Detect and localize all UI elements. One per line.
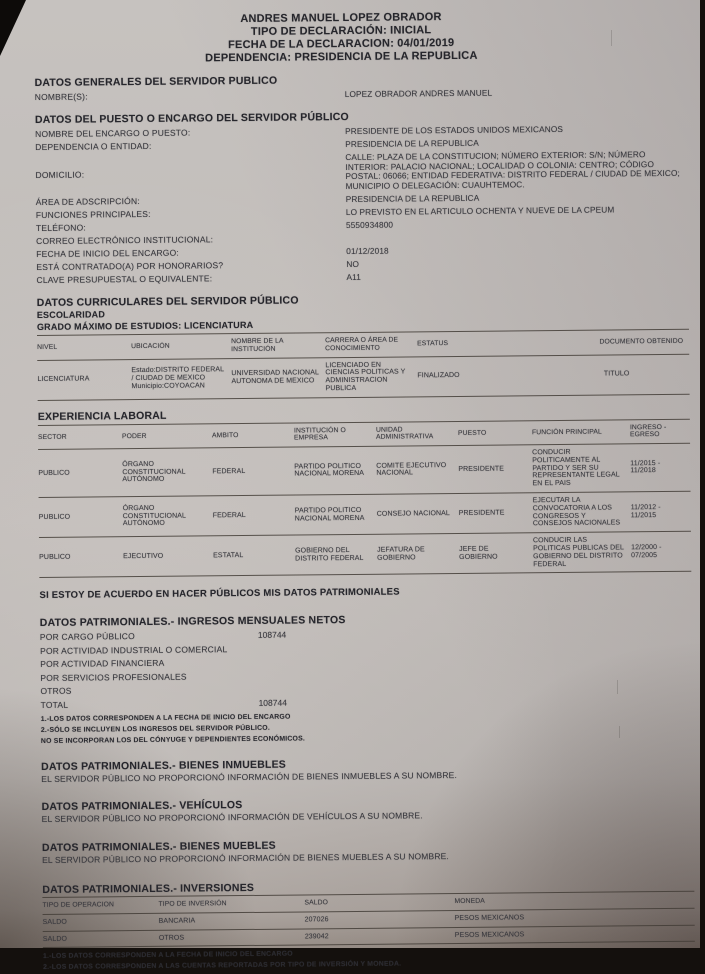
- cell: EJECUTIVO: [123, 552, 164, 560]
- cell: COMITE EJECUTIVO NACIONAL: [376, 461, 447, 478]
- cell: PRESIDENTE: [458, 465, 505, 473]
- field-value: PRESIDENTE DE LOS ESTADOS UNIDOS MEXICANOS: [345, 123, 564, 136]
- cell: PARTIDO POLITICO NACIONAL MORENA: [294, 506, 365, 523]
- paper-crease-mark: [611, 30, 612, 46]
- experiencia-table: [38, 418, 691, 578]
- ingreso-label: POR ACTIVIDAD FINANCIERA: [40, 658, 165, 670]
- cell: ÓRGANO CONSTITUCIONAL AUTÓNOMO: [122, 460, 186, 484]
- cell: JEFE DE GOBIERNO: [459, 545, 498, 561]
- cell: SALDO: [42, 935, 68, 943]
- section-title-experiencia-laboral: EXPERIENCIA LABORAL: [37, 409, 167, 423]
- cell: PRESIDENTE: [458, 509, 505, 517]
- col-header: UNIDAD ADMINISTRATIVA: [375, 426, 434, 442]
- cell: CONDUCIR POLITICAMENTE AL PARTIDO Y SER SU REPRESENTANTE LEGAL EN EL PAIS: [532, 448, 620, 488]
- col-header: TIPO DE INVERSIÓN: [158, 900, 227, 909]
- col-header: CARRERA O ÁREA DE CONOCIMIENTO: [325, 336, 399, 353]
- ingresos-rows: [40, 625, 693, 712]
- field-label: NOMBRE DEL ENCARGO O PUESTO:: [35, 127, 191, 140]
- col-header: INGRESO - EGRESO: [629, 423, 667, 439]
- col-header: PODER: [121, 432, 147, 440]
- section-title-vehiculos: DATOS PATRIMONIALES.- VEHÍCULOS: [41, 799, 243, 814]
- inversiones-notes: [43, 945, 695, 973]
- field-label: DOMICILIO:: [35, 169, 85, 180]
- cell: FEDERAL: [212, 467, 246, 475]
- section-title-ingresos: DATOS PATRIMONIALES.- INGRESOS MENSUALES NETOS: [39, 614, 346, 630]
- cell: ESTATAL: [213, 551, 244, 560]
- field-label: ÁREA DE ADSCRIPCIÓN:: [35, 196, 140, 208]
- footnote: 2.-LOS DATOS CORRESPONDEN A LAS CUENTAS REPORTADAS POR TIPO DE INVERSIÓN Y MONEDA.: [43, 961, 402, 972]
- declaration-dependency: DEPENDENCIA: PRESIDENCIA DE LA REPUBLICA: [205, 49, 478, 65]
- cell: PESOS MEXICANOS: [454, 931, 525, 939]
- field-label: FUNCIONES PRINCIPALES:: [35, 209, 151, 221]
- section-title-datos-puesto: DATOS DEL PUESTO O ENCARGO DEL SERVIDOR PÚBLICO: [34, 110, 349, 127]
- cell: PARTIDO POLITICO NACIONAL MORENA: [294, 462, 365, 478]
- ingreso-value: 108744: [258, 697, 287, 708]
- document-header: [20, 9, 662, 67]
- ingreso-label: OTROS: [40, 685, 72, 697]
- consent-statement: SI ESTOY DE ACUERDO EN HACER PÚBLICOS MIS DATOS PATRIMONIALES: [39, 586, 400, 602]
- cell: 12/2000 - 07/2005: [631, 543, 662, 560]
- field-label: CLAVE PRESUPUESTAL O EQUIVALENTE:: [36, 273, 213, 286]
- cell: EJECUTAR LA CONVOCATORIA A LOS CONGRESOS Y CONSEJOS NACIONALES: [532, 496, 621, 528]
- field-value: 5550934800: [345, 219, 394, 231]
- field-label: FECHA DE INICIO DEL ENCARGO:: [36, 248, 180, 260]
- cell: LICENCIATURA: [37, 375, 90, 384]
- declaration-type: TIPO DE DECLARACIÓN: INICIAL: [250, 24, 432, 38]
- field-value: A11: [346, 271, 361, 283]
- col-header: DOCUMENTO OBTENIDO: [599, 337, 684, 346]
- col-header: FUNCIÓN PRINCIPAL: [531, 428, 602, 436]
- field-label: DEPENDENCIA O ENTIDAD:: [35, 140, 152, 153]
- declaration-date: FECHA DE LA DECLARACION: 04/01/2019: [228, 36, 455, 52]
- col-header: ESTATUS: [417, 340, 449, 348]
- cell: UNIVERSIDAD NACIONAL AUTONOMA DE MEXICO: [231, 369, 319, 386]
- col-header: PUESTO: [457, 429, 487, 437]
- cell: ÓRGANO CONSTITUCIONAL AUTÓNOMO: [122, 504, 186, 528]
- field-value: CALLE: PLAZA DE LA CONSTITUCION; NÚMERO EXTERIOR: S/N; NÚMERO INTERIOR: PALACIO NACIONAL; LOCALIDAD O COLONIA: CENTRO; CÓDIGO POSTAL: 06066; ENTIDAD FEDERATIVA: DISTRITO FEDERAL / CIUDAD DE MEXICO; MUNICIPIO O DELEGACIÓN: CUAUHTEMOC.: [345, 149, 680, 191]
- field-value: [346, 236, 688, 239]
- field-value: PRESIDENCIA DE LA REPUBLICA: [345, 137, 479, 149]
- col-header: UBICACIÓN: [131, 342, 170, 351]
- field-label: ESTÁ CONTRATADO(A) POR HONORARIOS?: [36, 260, 224, 273]
- puesto-fields: [35, 122, 688, 288]
- field-value: NO: [346, 258, 360, 270]
- section-title-inversiones: DATOS PATRIMONIALES.- INVERSIONES: [42, 882, 255, 897]
- cell: SALDO: [42, 918, 67, 926]
- cell: PUBLICO: [38, 469, 70, 477]
- cell: PESOS MEXICANOS: [454, 914, 525, 922]
- cell: PUBLICO: [38, 513, 71, 521]
- paper-crease-mark: [619, 726, 620, 738]
- ingreso-value: 108744: [257, 629, 287, 641]
- field-value: 01/12/2018: [346, 245, 389, 257]
- ingreso-label: POR ACTIVIDAD INDUSTRIAL O COMERCIAL: [39, 643, 228, 656]
- col-header: AMBITO: [211, 431, 239, 439]
- section-title-bienes-inmuebles: DATOS PATRIMONIALES.- BIENES INMUEBLES: [41, 758, 287, 774]
- field-label: CORREO ELECTRÓNICO INSTITUCIONAL:: [36, 234, 214, 247]
- col-header: NIVEL: [37, 343, 58, 352]
- field-row-domicilio: [35, 148, 687, 197]
- subsection-escolaridad: ESCOLARIDAD: [36, 309, 106, 321]
- field-value: PRESIDENCIA DE LA REPUBLICA: [345, 192, 480, 205]
- col-header: SECTOR: [37, 433, 67, 441]
- experiencia-row: [39, 531, 691, 577]
- cell: 239042: [304, 932, 329, 941]
- experiencia-row: [38, 443, 690, 497]
- escolaridad-row: [37, 353, 689, 399]
- section-title-datos-curriculares: DATOS CURRICULARES DEL SERVIDOR PÚBLICO: [36, 294, 299, 310]
- cell: BANCARIA: [158, 917, 196, 925]
- cell: 11/2015 - 11/2018: [630, 459, 661, 475]
- cell: CONSEJO NACIONAL: [376, 509, 450, 518]
- escolaridad-table: [37, 329, 690, 401]
- section-title-bienes-muebles: DATOS PATRIMONIALES.- BIENES MUEBLES: [41, 840, 276, 855]
- col-header: TIPO DE OPERACION: [42, 901, 115, 910]
- ingreso-label: TOTAL: [40, 699, 69, 710]
- cell: OTROS: [158, 934, 185, 942]
- col-header: MONEDA: [454, 898, 485, 906]
- cell: PUBLICO: [39, 553, 71, 561]
- footnote: NO SE INCORPORAN LOS DEL CÓNYUGE Y DEPENDIENTES ECONÓMICOS.: [40, 735, 306, 746]
- cell: 207026: [304, 916, 329, 924]
- ingresos-notes: [41, 708, 693, 747]
- cell: GOBIERNO DEL DISTRITO FEDERAL: [295, 546, 364, 563]
- field-label: TELÉFONO:: [35, 222, 87, 234]
- cell: Estado:DISTRITO FEDERAL / CIUDAD DE MEXICO Municipio:COYOACAN: [131, 366, 224, 391]
- footnote: 1.-LOS DATOS CORRESPONDEN A LA FECHA DE INICIO DEL ENCARGO: [42, 951, 293, 961]
- field-value: LO PREVISTO EN EL ARTICULO OCHENTA Y NUEVE DE LA CPEUM: [345, 204, 615, 218]
- cell: LICENCIADO EN CIENCIAS POLITICAS Y ADMINISTRACION PUBLICA: [325, 361, 406, 393]
- vehiculos-text: EL SERVIDOR PÚBLICO NO PROPORCIONÓ INFORMACIÓN DE VEHÍCULOS A SU NOMBRE.: [41, 810, 423, 825]
- field-label-nombre: NOMBRE(S):: [34, 91, 88, 103]
- ingreso-label: POR CARGO PÚBLICO: [39, 631, 135, 643]
- cell: FEDERAL: [212, 511, 246, 519]
- inversiones-table: [42, 891, 694, 948]
- cell: CONDUCIR LAS POLITICAS PUBLICAS DEL GOBIERNO DEL DISTRITO FEDERAL: [532, 536, 624, 568]
- section-title-datos-generales: DATOS GENERALES DEL SERVIDOR PUBLICO: [34, 74, 278, 90]
- col-header: SALDO: [304, 899, 329, 907]
- cell: JEFATURA DE GOBIERNO: [377, 546, 425, 562]
- col-header: INSTITUCIÓN O EMPRESA: [293, 426, 346, 442]
- bienes-muebles-text: EL SERVIDOR PÚBLICO NO PROPORCIONÓ INFORMACIÓN DE BIENES MUEBLES A SU NOMBRE.: [42, 851, 449, 866]
- cell: TITULO: [603, 370, 630, 378]
- bienes-inmuebles-text: EL SERVIDOR PÚBLICO NO PROPORCIONÓ INFORMACIÓN DE BIENES INMUEBLES A SU NOMBRE.: [41, 770, 457, 785]
- cell: 11/2012 - 11/2015: [630, 503, 661, 519]
- grado-maximo: GRADO MÁXIMO DE ESTUDIOS: LICENCIATURA: [36, 320, 254, 333]
- declarant-name: ANDRES MANUEL LOPEZ OBRADOR: [240, 11, 442, 26]
- field-value-nombre: LOPEZ OBRADOR ANDRES MANUEL: [344, 87, 493, 99]
- ingreso-label: POR SERVICIOS PROFESIONALES: [40, 671, 187, 683]
- footnote: 2.-SÓLO SE INCLUYEN LOS INGRESOS DEL SERVIDOR PÚBLICO.: [40, 725, 271, 735]
- paper-crease-mark: [617, 680, 618, 694]
- experiencia-row: [39, 491, 691, 537]
- cell: FINALIZADO: [417, 372, 460, 380]
- col-header: NOMBRE DE LA INSTITUCIÓN: [231, 338, 284, 354]
- footnote: 1.-LOS DATOS CORRESPONDEN A LA FECHA DE INICIO DEL ENCARGO: [40, 713, 291, 724]
